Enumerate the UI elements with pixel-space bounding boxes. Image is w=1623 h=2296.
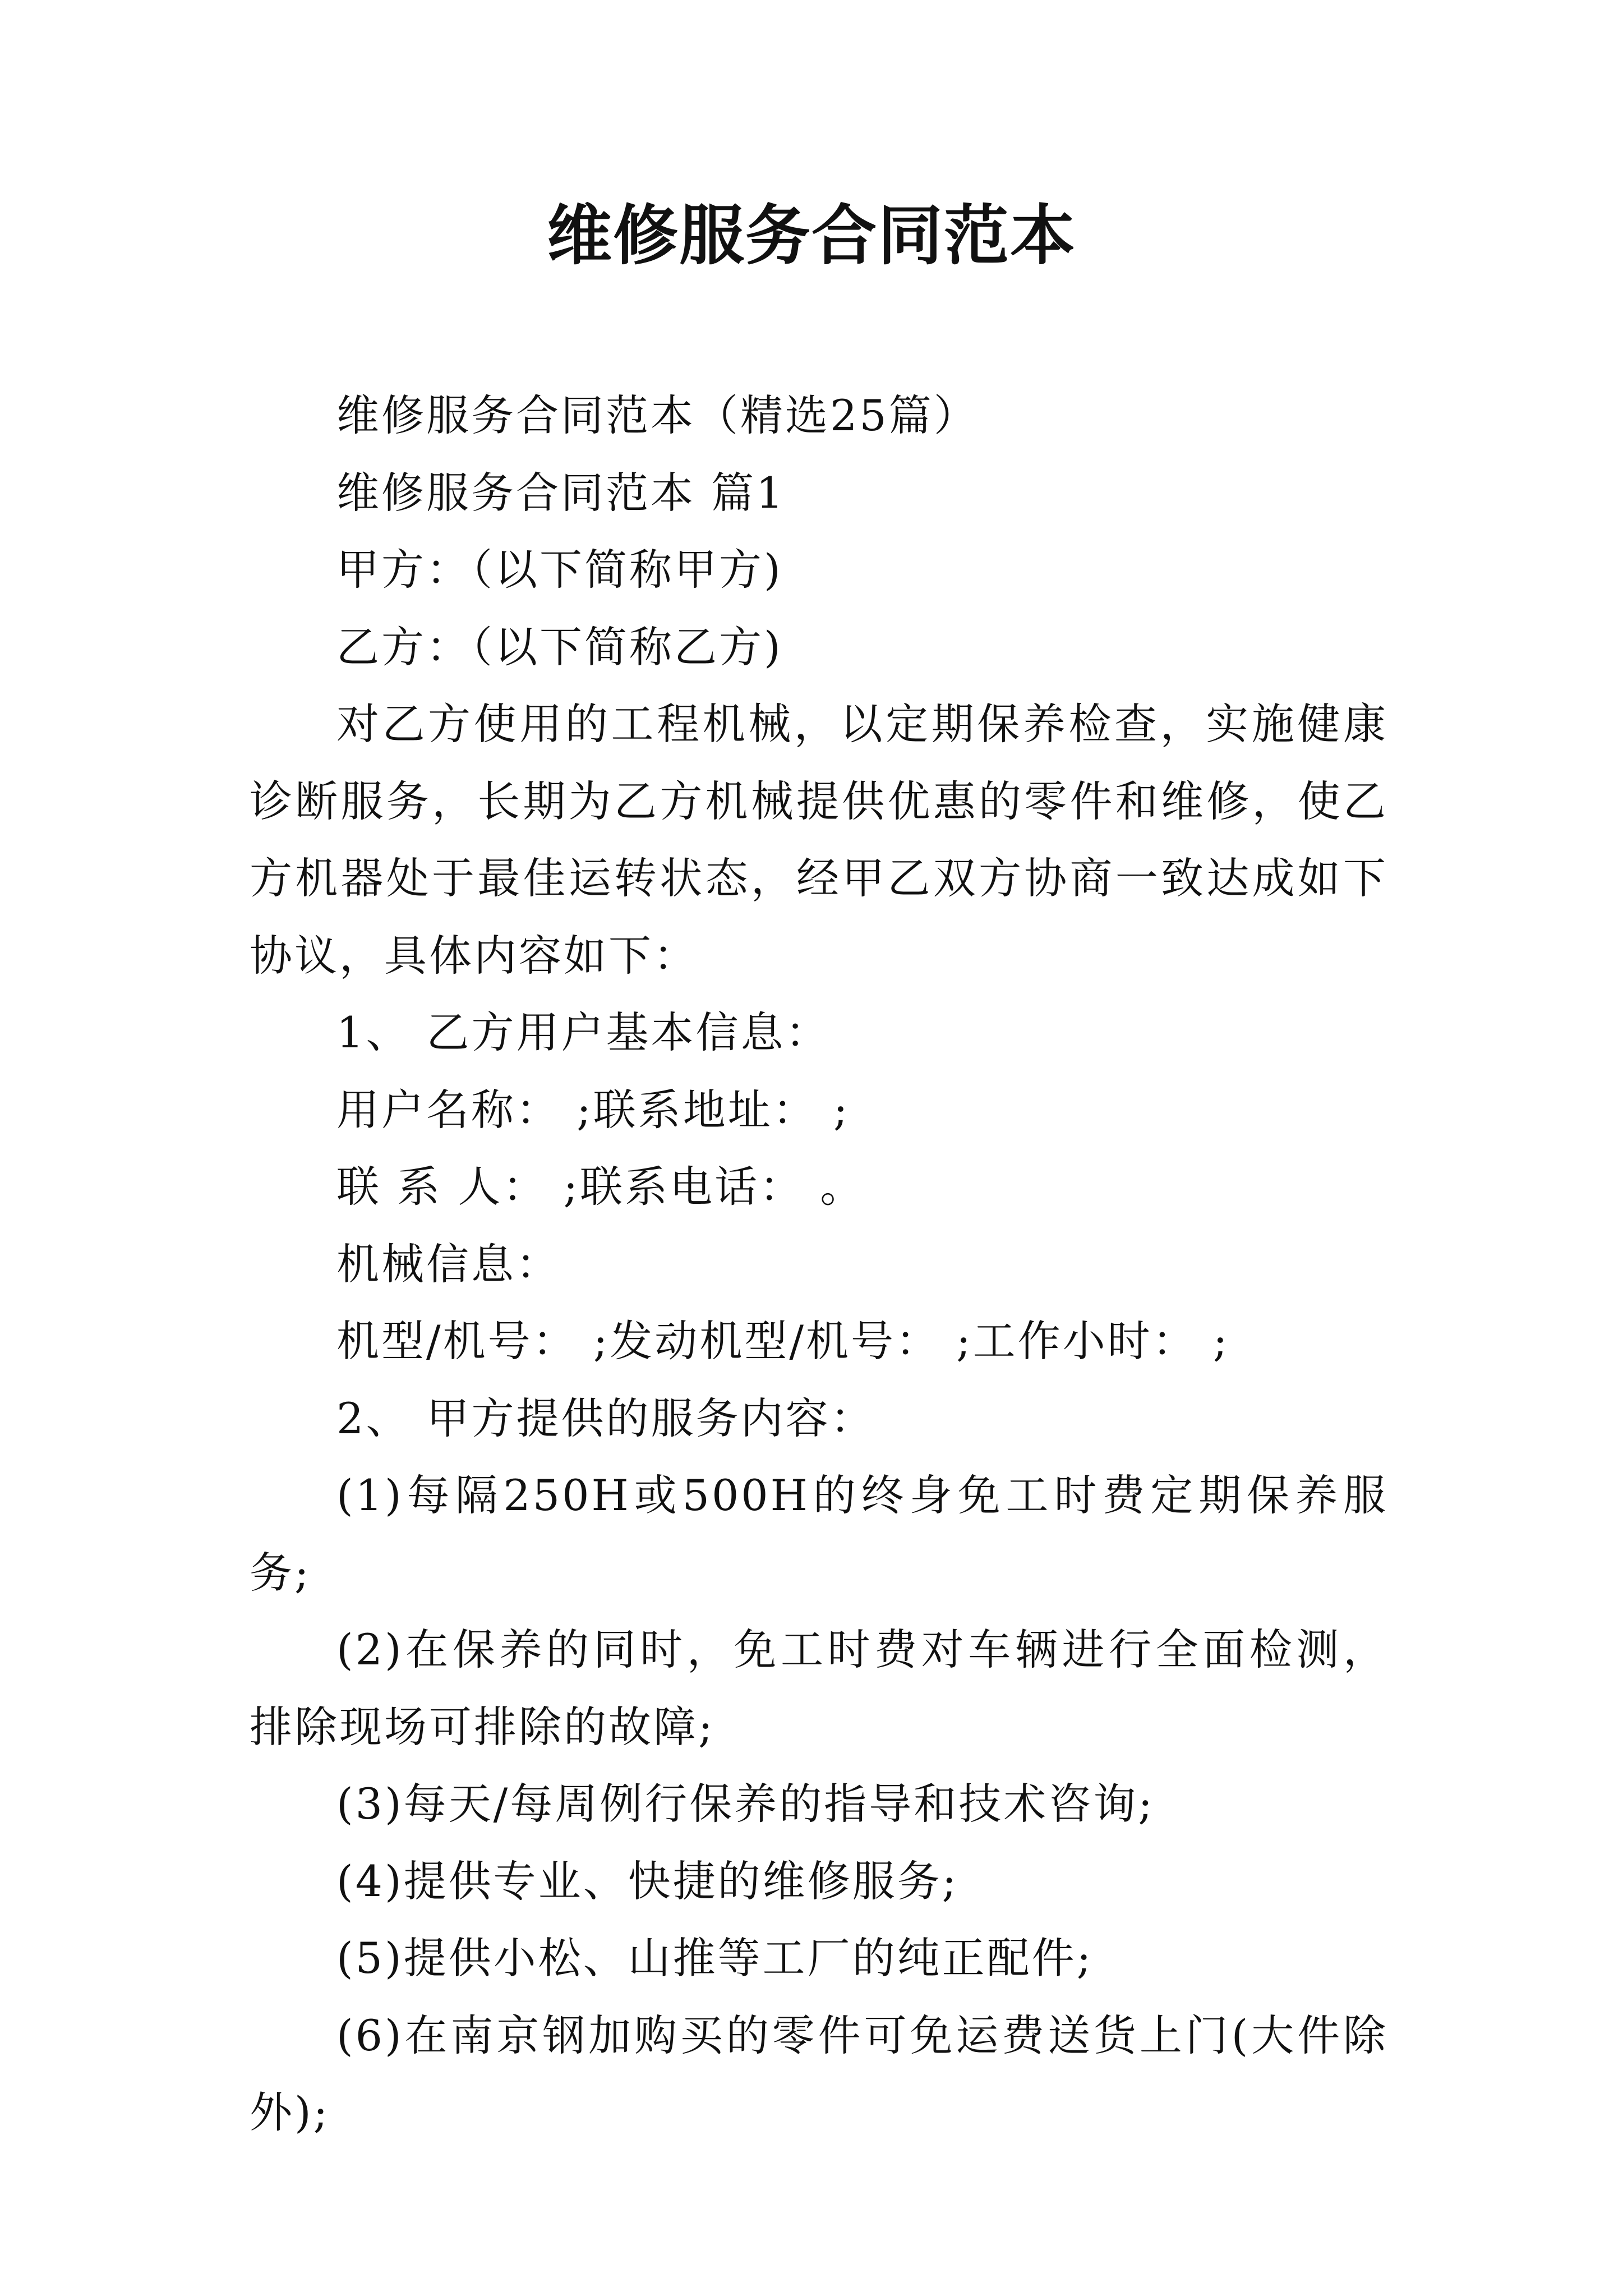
paragraph-service-4: (4)提供专业、快捷的维修服务; [336, 1856, 959, 1906]
paragraph-service-2: (2)在保养的同时，免工时费对车辆进行全面检测，排除现场可排除的故障; [250, 1625, 1388, 1752]
paragraph-contact: 联 系 人： ;联系电话： 。 [336, 1162, 865, 1212]
paragraph-machine-model: 机型/机号： ;发动机型/机号： ;工作小时： ; [336, 1316, 1230, 1366]
paragraph-section-heading: 维修服务合同范本 篇1 [336, 467, 786, 518]
document-body [250, 377, 1388, 2151]
paragraph-subtitle: 维修服务合同范本（精选25篇） [336, 390, 979, 440]
paragraph-user-name: 用户名称： ;联系地址： ; [336, 1084, 850, 1135]
paragraph-service-6: (6)在南京钢加购买的零件可免运费送货上门(大件除外); [250, 2010, 1388, 2137]
paragraph-clause-1: 1、 乙方用户基本信息： [336, 1007, 831, 1057]
paragraph-clause-2: 2、 甲方提供的服务内容： [336, 1393, 875, 1443]
paragraph-service-3: (3)每天/每周例行保养的指导和技术咨询; [336, 1779, 1155, 1829]
paragraph-party-b: 乙方：（以下简称乙方) [336, 622, 783, 672]
document-title: 维修服务合同范本 [547, 197, 1076, 274]
paragraph-service-1: (1)每隔250H或500H的终身免工时费定期保养服务; [250, 1470, 1388, 1598]
paragraph-party-a: 甲方：（以下简称甲方) [336, 545, 783, 595]
paragraph-machine-info: 机械信息： [336, 1239, 561, 1289]
paragraph-intro: 对乙方使用的工程机械，以定期保养检查，实施健康诊断服务，长期为乙方机械提供优惠的零件和维修，使乙方机器处于最佳运转状态，经甲乙双方协商一致达成如下协议，具体内容如下： [250, 699, 1388, 981]
paragraph-service-5: (5)提供小松、山推等工厂的纯正配件; [336, 1933, 1094, 1983]
